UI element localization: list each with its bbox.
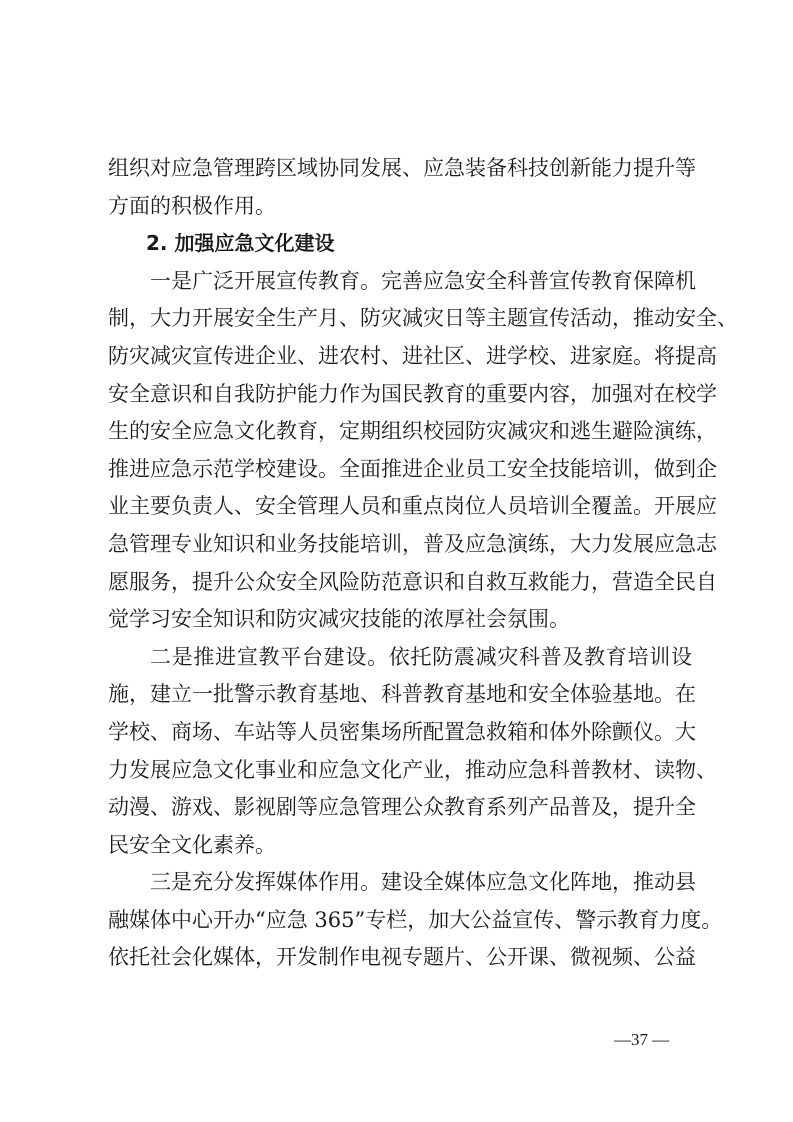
section-heading: 2. 加强应急文化建设 [146, 231, 335, 256]
text-line: 二是推进宣教平台建设。依托防震减灾科普及教育培训设 [150, 644, 692, 669]
text-line: 防灾减灾宣传进企业、进农村、进社区、进学校、进家庭。将提高 [108, 343, 717, 368]
text-line: 力发展应急文化事业和应急文化产业，推动应急科普教材、读物、 [108, 757, 717, 782]
text-line: 生的安全应急文化教育，定期组织校园防灾减灾和逃生避险演练， [108, 419, 717, 444]
text-line: 觉学习安全知识和防灾减灾技能的浓厚社会氛围。 [108, 607, 570, 632]
text-line: 方面的积极作用。 [108, 193, 276, 218]
text-line: 组织对应急管理跨区域协同发展、应急装备科技创新能力提升等 [108, 156, 696, 180]
text-line: 推进应急示范学校建设。全面推进企业员工安全技能培训，做到企 [108, 456, 717, 481]
text-line: 安全意识和自我防护能力作为国民教育的重要内容，加强对在校学 [108, 381, 717, 406]
text-line: 动漫、游戏、影视剧等应急管理公众教育系列产品普及，提升全 [108, 795, 696, 820]
text-line: 依托社会化媒体，开发制作电视专题片、公开课、微视频、公益 [108, 945, 696, 970]
text-line: 业主要负责人、安全管理人员和重点岗位人员培训全覆盖。开展应 [108, 494, 717, 519]
text-line: 一是广泛开展宣传教育。完善应急安全科普宣传教育保障机 [150, 268, 696, 293]
text-line: 急管理专业知识和业务技能培训，普及应急演练，大力发展应急志 [108, 531, 717, 556]
text-line: 融媒体中心开办“应急 365”专栏，加大公益宣传、警示教育力度。 [108, 907, 723, 932]
text-line: 民安全文化素养。 [108, 832, 276, 857]
text-line: 施，建立一批警示教育基地、科普教育基地和安全体验基地。在 [108, 682, 696, 707]
text-line: 学校、商场、车站等人员密集场所配置急救箱和体外除颤仪。大 [108, 719, 696, 744]
document-body [108, 150, 738, 977]
text-line: 愿服务，提升公众安全风险防范意识和自救互救能力，营造全民自 [108, 569, 717, 594]
text-line: 三是充分发挥媒体作用。建设全媒体应急文化阵地，推动县 [150, 870, 696, 895]
page-number: —37 — [614, 1030, 670, 1049]
text-line: 制，大力开展安全生产月、防灾减灾日等主题宣传活动，推动安全、 [108, 306, 738, 331]
